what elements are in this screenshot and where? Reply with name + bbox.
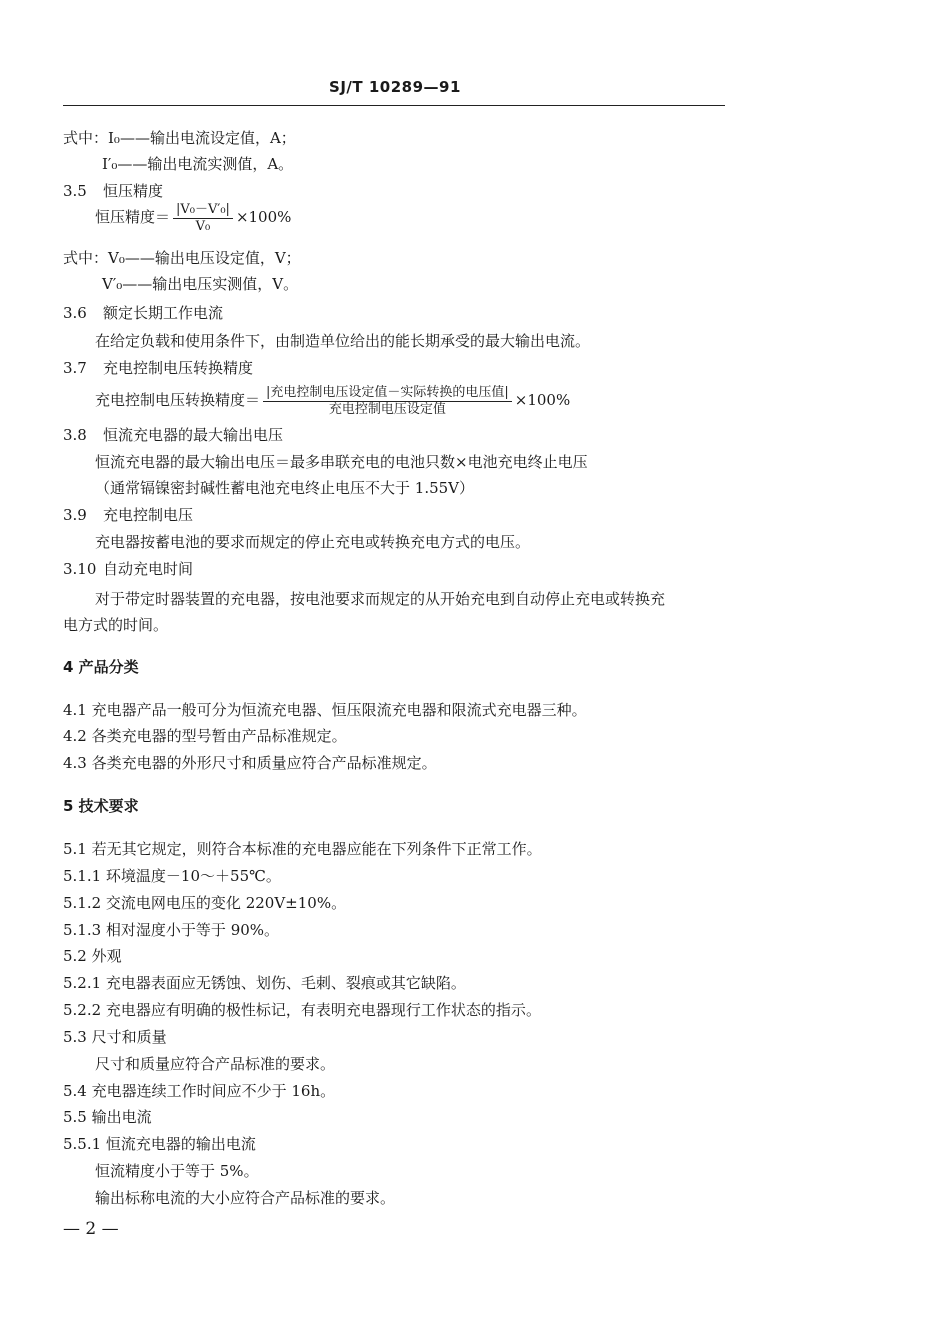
section-heading — [63, 358, 253, 378]
section-heading — [63, 505, 193, 525]
fraction — [263, 385, 512, 418]
text-line: 式中：I₀——输出电流设定值，A； — [63, 129, 296, 147]
section-title: 额定长期工作电流 — [103, 304, 224, 322]
text-line: 5.4 充电器连续工作时间应不少于 16h。 — [63, 1082, 336, 1100]
section-heading — [63, 559, 193, 579]
text-line: （通常镉镍密封碱性蓄电池充电终止电压不大于 1.55V） — [95, 479, 475, 497]
text-line: 5.3 尺寸和质量 — [63, 1028, 167, 1046]
text-line: I′₀——输出电流实测值，A。 — [102, 155, 294, 173]
fraction — [173, 202, 233, 235]
section-title: 充电控制电压 — [103, 506, 194, 524]
text-line: 4.2 各类充电器的型号暂由产品标准规定。 — [63, 727, 347, 745]
section-number: 3.6 — [63, 304, 87, 322]
section-title: 充电控制电压转换精度 — [103, 359, 254, 377]
formula-tail: ×100% — [514, 391, 571, 409]
formula-conversion-accuracy — [95, 380, 570, 420]
text-line: 恒流精度小于等于 5%。 — [95, 1162, 259, 1180]
text-line: 对于带定时器装置的充电器，按电池要求而规定的从开始充电到自动停止充电或转换充 — [95, 590, 666, 608]
text-line: 充电器按蓄电池的要求而规定的停止充电或转换充电方式的电压。 — [95, 533, 531, 551]
text-line: 5.1 若无其它规定，则符合本标准的充电器应能在下列条件下正常工作。 — [63, 840, 542, 858]
numerator: |充电控制电压设定值－实际转换的电压值| — [263, 385, 512, 402]
page-number: — 2 — — [63, 1219, 119, 1239]
section-number: 3.10 — [63, 560, 97, 578]
section-title: 自动充电时间 — [103, 560, 194, 578]
text-line: 输出标称电流的大小应符合产品标准的要求。 — [95, 1189, 396, 1207]
text-line: 尺寸和质量应符合产品标准的要求。 — [95, 1055, 336, 1073]
section-number: 3.9 — [63, 506, 87, 524]
text-line: 5.1.3 相对湿度小于等于 90%。 — [63, 921, 280, 939]
section-heading — [63, 181, 163, 201]
section-title: 恒流充电器的最大输出电压 — [103, 426, 284, 444]
text-line: 4.3 各类充电器的外形尺寸和质量应符合产品标准规定。 — [63, 754, 437, 772]
section-number: 3.5 — [63, 182, 87, 200]
section-title: 恒压精度 — [103, 182, 164, 200]
text-line: 在给定负载和使用条件下，由制造单位给出的能长期承受的最大输出电流。 — [95, 332, 591, 350]
denominator: V₀ — [195, 218, 211, 234]
text-line: V′₀——输出电压实测值，V。 — [102, 275, 299, 293]
formula-lhs: 恒压精度＝ — [95, 208, 171, 226]
formula-lhs: 充电控制电压转换精度＝ — [95, 391, 261, 409]
section-number: 3.8 — [63, 426, 87, 444]
denominator: 充电控制电压设定值 — [328, 401, 446, 417]
section-heading — [63, 303, 223, 323]
text-line: 恒流充电器的最大输出电压＝最多串联充电的电池只数×电池充电终止电压 — [95, 453, 588, 471]
text-line: 4.1 充电器产品一般可分为恒流充电器、恒压限流充电器和限流式充电器三种。 — [63, 701, 587, 719]
text-line: 5.2.2 充电器应有明确的极性标记，有表明充电器现行工作状态的指示。 — [63, 1001, 541, 1019]
document-code: SJ/T 10289—91 — [329, 78, 461, 96]
text-line: 5.5.1 恒流充电器的输出电流 — [63, 1135, 256, 1153]
text-line: 式中：V₀——输出电压设定值，V； — [63, 249, 301, 267]
section-heading — [63, 425, 283, 445]
text-line: 电方式的时间。 — [63, 616, 169, 634]
numerator: |V₀－V′₀| — [173, 202, 233, 219]
formula-tail: ×100% — [235, 208, 292, 226]
section-number: 3.7 — [63, 359, 87, 377]
chapter-heading: 5 技术要求 — [63, 797, 139, 815]
text-line: 5.5 输出电流 — [63, 1108, 152, 1126]
text-line: 5.2.1 充电器表面应无锈蚀、划伤、毛刺、裂痕或其它缺陷。 — [63, 974, 466, 992]
chapter-heading: 4 产品分类 — [63, 658, 139, 676]
formula-constant-voltage — [95, 200, 291, 235]
text-line: 5.2 外观 — [63, 947, 122, 965]
text-line: 5.1.1 环境温度－10～＋55℃。 — [63, 867, 281, 885]
header-rule — [63, 105, 725, 106]
text-line: 5.1.2 交流电网电压的变化 220V±10%。 — [63, 894, 347, 912]
